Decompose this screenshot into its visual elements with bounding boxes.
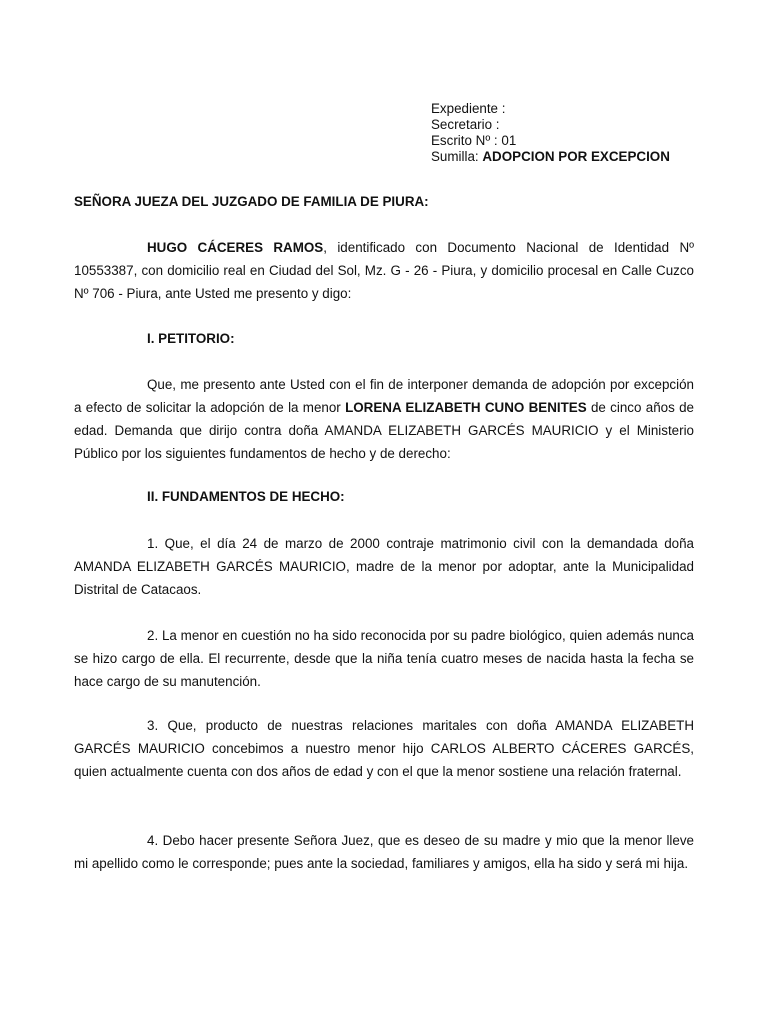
sumilla-line (431, 149, 751, 165)
fundamento-item-1: 1. Que, el día 24 de marzo de 2000 contraje matrimonio civil con la demandada doña AMANDA ELIZABETH GARCÉS MAURICIO, madre de la menor por adoptar, ante la Municipalidad Distrital de Catacaos. (74, 536, 694, 597)
escrito-line: Escrito Nº : 01 (431, 133, 517, 148)
petitorio-paragraph (74, 373, 694, 465)
petitorio-text-after: de cinco años de edad. Demanda que dirijo contra doña AMANDA ELIZABETH GARCÉS MAURICIO y el Ministerio Público por los siguientes fundamentos de hecho y de derecho: (74, 400, 694, 461)
petitorio-title: I. PETITORIO: (147, 331, 235, 346)
fundamentos-title: II. FUNDAMENTOS DE HECHO: (147, 489, 345, 504)
sumilla-value: ADOPCION POR EXCEPCION (482, 149, 670, 164)
secretario-line: Secretario : (431, 117, 500, 132)
case-header (431, 101, 751, 165)
minor-name: LORENA ELIZABETH CUNO BENITES (345, 400, 587, 415)
intro-paragraph (74, 236, 694, 305)
expediente-line: Expediente : (431, 101, 506, 116)
addressee-heading: SEÑORA JUEZA DEL JUZGADO DE FAMILIA DE PIURA: (74, 194, 429, 209)
fundamento-item-2: 2. La menor en cuestión no ha sido reconocida por su padre biológico, quien además nunca se hizo cargo de ella. El recurrente, desde que la niña tenía cuatro meses de nacida hasta la fecha se hace cargo de su manutención. (74, 628, 694, 689)
petitioner-name: HUGO CÁCERES RAMOS (147, 240, 324, 255)
fundamento-item-3: 3. Que, producto de nuestras relaciones maritales con doña AMANDA ELIZABETH GARCÉS MAURICIO concebimos a nuestro menor hijo CARLOS ALBERTO CÁCERES GARCÉS, quien actualmente cuenta con dos años de edad y con el que la menor sostiene una relación fraternal. (74, 718, 694, 779)
fundamento-item-4: 4. Debo hacer presente Señora Juez, que es deseo de su madre y mio que la menor lleve mi apellido como le corresponde; pues ante la sociedad, familiares y amigos, ella ha sido y será mi hija. (74, 833, 694, 871)
sumilla-label: Sumilla: (431, 149, 479, 164)
petitorio-text-before: Que, me presento ante Usted con el fin de interponer demanda de adopción por excepción a efecto de solicitar la adopción de la menor (74, 377, 694, 415)
intro-text: , identificado con Documento Nacional de Identidad Nº 10553387, con domicilio real en Ciudad del Sol, Mz. G - 26 - Piura, y domicilio procesal en Calle Cuzco Nº 706 - Piura, ante Usted me presento y digo: (74, 240, 694, 301)
